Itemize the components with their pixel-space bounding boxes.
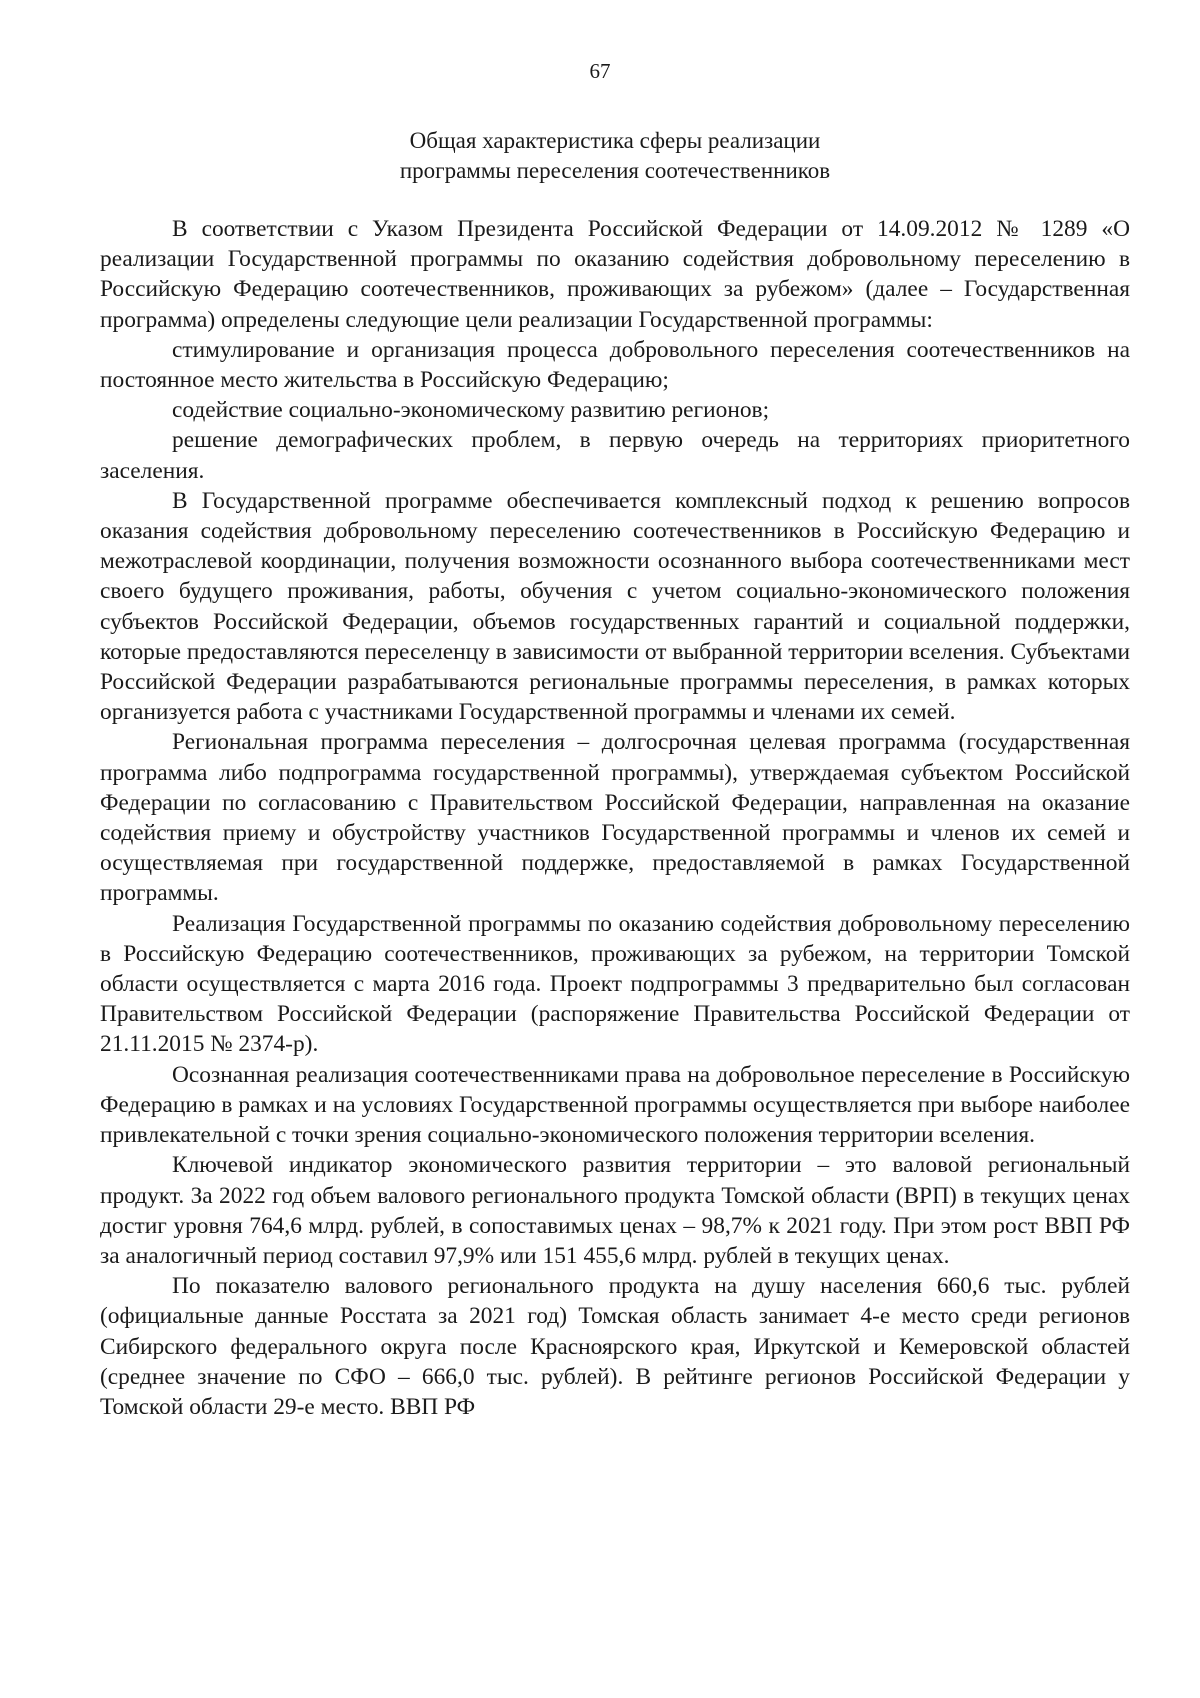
paragraph-goal-demographics: решение демографических проблем, в первую очередь на территориях приоритетного заселения. (100, 427, 1130, 484)
paragraph-tomsk-implementation: Реализация Государственной программы по оказанию содействия добровольному переселению в Российскую Федерацию соотечественников, проживающих за рубежом, на территории Томской области осуществляется с марта 2016 года. Проект подпрограммы 3 предварительно был согласован Правительством Российской Федерации (распоряжение Правительства Российской Федерации от 21.11.2015 № 2374-р). (100, 910, 1130, 1058)
section-title-line-1: Общая характеристика сферы реализации (409, 128, 821, 153)
paragraph-regional-program-definition: Региональная программа переселения – долгосрочная целевая программа (государственная программа либо подпрограмма государственной программы), утверждаемая субъектом Российской Федерации по согласованию с Правительством Российской Федерации, направленная на оказание содействия приему и обустройству участников Государственной программы и членов их семей и осуществляемая при государственной поддержке, предоставляемой в рамках Государственной программы. (100, 729, 1130, 907)
paragraph-grp-per-capita: По показателю валового регионального продукта на душу населения 660,6 тыс. рублей (официальные данные Росстата за 2021 год) Томская область занимает 4-е место среди регионов Сибирского федерального округа после Красноярского края, Иркутской и Кемеровской областей (среднее значение по СФО – 666,0 тыс. рублей). В рейтинге регионов Российской Федерации у Томской области 29-е место. ВВП РФ (100, 1273, 1130, 1420)
paragraph-comprehensive-approach: В Государственной программе обеспечивается комплексный подход к решению вопросов оказания содействия добровольному переселению соотечественников в Российскую Федерацию и межотраслевой координации, получения возможности осознанного выбора соотечественниками мест своего будущего проживания, работы, обучения с учетом социально-экономического положения субъектов Российской Федерации, объемов государственных гарантий и социальной поддержки, которые предоставляются переселенцу в зависимости от выбранной территории вселения. Субъектами Российской Федерации разрабатываются региональные программы переселения, в рамках которых организуется работа с участниками Государственной программы и членами их семей. (100, 487, 1130, 726)
paragraph-goal-stimulation: стимулирование и организация процесса добровольного переселения соотечественников на постоянное место жительства в Российскую Федерацию; (100, 336, 1130, 394)
paragraph-goal-regional-development: содействие социально-экономическому развитию регионов; (172, 397, 770, 424)
paragraph-informed-resettlement: Осознанная реализация соотечественниками права на добровольное переселение в Российскую Федерацию в рамках и на условиях Государственной программы осуществляется при выборе наиболее привлекательной с точки зрения социально-экономического положения территории вселения. (100, 1061, 1130, 1149)
document-body (100, 214, 1130, 1422)
page-number: 67 (589, 59, 611, 83)
section-title (100, 126, 1130, 186)
section-title-line-2: программы переселения соотечественников (399, 158, 831, 183)
paragraph-grp-indicator: Ключевой индикатор экономического развития территории – это валовой региональный продукт. За 2022 год объем валового регионального продукта Томской области (ВРП) в текущих ценах достиг уровня 764,6 млрд. рублей, в сопоставимых ценах – 98,7% к 2021 году. При этом рост ВВП РФ за аналогичный период составил 97,9% или 151 455,6 млрд. рублей в текущих ценах. (100, 1152, 1130, 1269)
paragraph-decree-goals: В соответствии с Указом Президента Российской Федерации от 14.09.2012 № 1289 «О реализации Государственной программы по оказанию содействия добровольному переселению в Российскую Федерацию соотечественников, проживающих за рубежом» (далее – Государственная программа) определены следующие цели реализации Государственной программы: (100, 216, 1130, 333)
